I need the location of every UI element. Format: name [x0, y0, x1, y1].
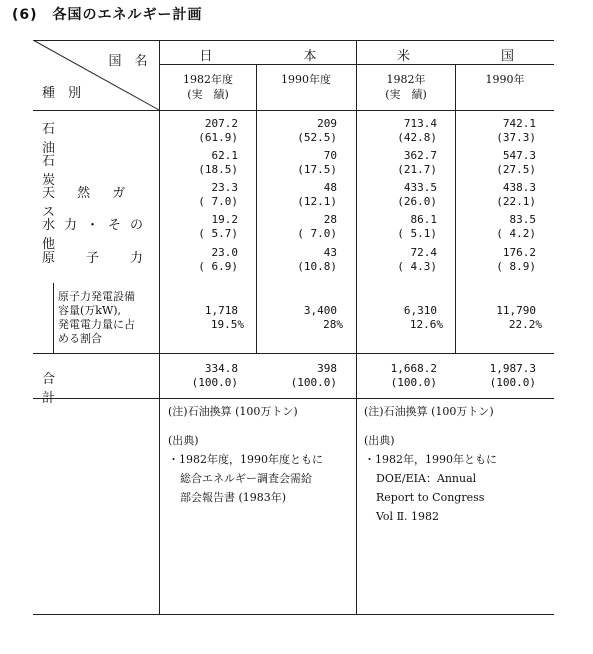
cell-nuclear-us-1982: 72.4 ( 4.3): [397, 246, 437, 273]
label-line: める割合: [58, 332, 102, 345]
cell-capacity-us-1990: 11,790 22.2%: [496, 304, 542, 331]
usa-header: 米 国: [396, 49, 514, 64]
cell-gas-us-1982: 433.5 (26.0): [397, 181, 437, 208]
cell-capacity-us-1982: 6,310 12.6%: [403, 304, 443, 331]
row-label-hydro-other: 水力・その他: [42, 218, 153, 252]
note-line: DOE/EIA：Annual: [376, 472, 477, 485]
cell-gas-us-1990: 438.3 (22.1): [496, 181, 536, 208]
col-header-note: (実 績): [385, 88, 427, 101]
row-label-coal: 石 炭: [42, 154, 153, 188]
col-header-jp-1990: [257, 72, 355, 87]
cell-oil-jp-1990: 209 (52.5): [297, 117, 337, 144]
cell-nuclear-jp-1982: 23.0 ( 6.9): [198, 246, 238, 273]
japan-header: 日 本: [199, 49, 317, 64]
note-line: 部会報告書 (1983年): [180, 491, 287, 504]
note-line: 総合エネルギー調査会需給: [180, 472, 312, 485]
notes-japan: [168, 402, 354, 507]
label-line: 発電電力量に占: [58, 318, 135, 331]
page-title: (6) 各国のエネルギー計画: [12, 7, 203, 23]
cell-gas-jp-1990: 48 (12.1): [297, 181, 337, 208]
note-line: Vol Ⅱ. 1982: [376, 510, 440, 523]
col-header-year: 1990年: [485, 73, 525, 86]
cell-nuclear-jp-1990: 43 (10.8): [297, 246, 337, 273]
note-source-heading: (出典): [168, 434, 199, 447]
cell-coal-us-1982: 362.7 (21.7): [397, 149, 437, 176]
row-label-natural-gas: 天 然 ガ ス: [42, 186, 135, 220]
total-top-border: [33, 353, 554, 354]
notes-usa: [364, 402, 552, 526]
cell-coal-jp-1982: 62.1 (18.5): [198, 149, 238, 176]
label-line: 原子力発電設備: [58, 290, 135, 303]
row-label-nuclear: 原 子 力: [42, 251, 153, 266]
col-header-us-1990: [456, 72, 554, 87]
cell-oil-jp-1982: 207.2 (61.9): [198, 117, 238, 144]
cell-hydro-us-1982: 86.1 ( 5.1): [397, 213, 437, 240]
corner-country-label: 国 名: [108, 54, 148, 69]
cell-oil-us-1990: 742.1 (37.3): [496, 117, 536, 144]
cell-total-us-1990: 1,987.3 (100.0): [489, 362, 536, 389]
cell-nuclear-us-1990: 176.2 ( 8.9): [496, 246, 536, 273]
col-header-us-1982: [357, 72, 455, 102]
col-header-year: 1982年: [386, 73, 426, 86]
cell-total-us-1982: 1,668.2 (100.0): [390, 362, 437, 389]
note-line: Report to Congress: [376, 491, 485, 504]
col-header-year: 1990年度: [281, 73, 331, 86]
row-label-oil: 石 油: [42, 122, 153, 156]
nuclear-label-border: [53, 283, 54, 353]
note-line: ・1982年，1990年ともに: [364, 453, 497, 466]
note-unit: (注)石油換算 (100万トン): [168, 405, 298, 418]
corner-type-label: 種 別: [42, 86, 82, 101]
row-label-total: 合 計: [42, 372, 153, 406]
note-unit: (注)石油換算 (100万トン): [364, 405, 494, 418]
nuclear-capacity-label: [58, 290, 158, 346]
col-header-jp-1982: [160, 72, 256, 102]
cell-coal-jp-1990: 70 (17.5): [297, 149, 337, 176]
cell-oil-us-1982: 713.4 (42.8): [397, 117, 437, 144]
table-bottom-border: [33, 614, 554, 615]
cell-total-jp-1990: 398 (100.0): [290, 362, 337, 389]
cell-coal-us-1990: 547.3 (27.5): [496, 149, 536, 176]
cell-gas-jp-1982: 23.3 ( 7.0): [198, 181, 238, 208]
cell-capacity-jp-1990: 3,400 28%: [303, 304, 343, 331]
note-line: ・1982年度，1990年度ともに: [168, 453, 323, 466]
col-header-year: 1982年度: [183, 73, 233, 86]
col-header-note: (実 績): [187, 88, 229, 101]
cell-total-jp-1982: 334.8 (100.0): [191, 362, 238, 389]
note-source-heading: (出典): [364, 434, 395, 447]
cell-hydro-jp-1982: 19.2 ( 5.7): [198, 213, 238, 240]
cell-capacity-jp-1982: 1,718 19.5%: [204, 304, 244, 331]
cell-hydro-us-1990: 83.5 ( 4.2): [496, 213, 536, 240]
cell-hydro-jp-1990: 28 ( 7.0): [297, 213, 337, 240]
label-line: 容量(万kW),: [58, 304, 122, 317]
